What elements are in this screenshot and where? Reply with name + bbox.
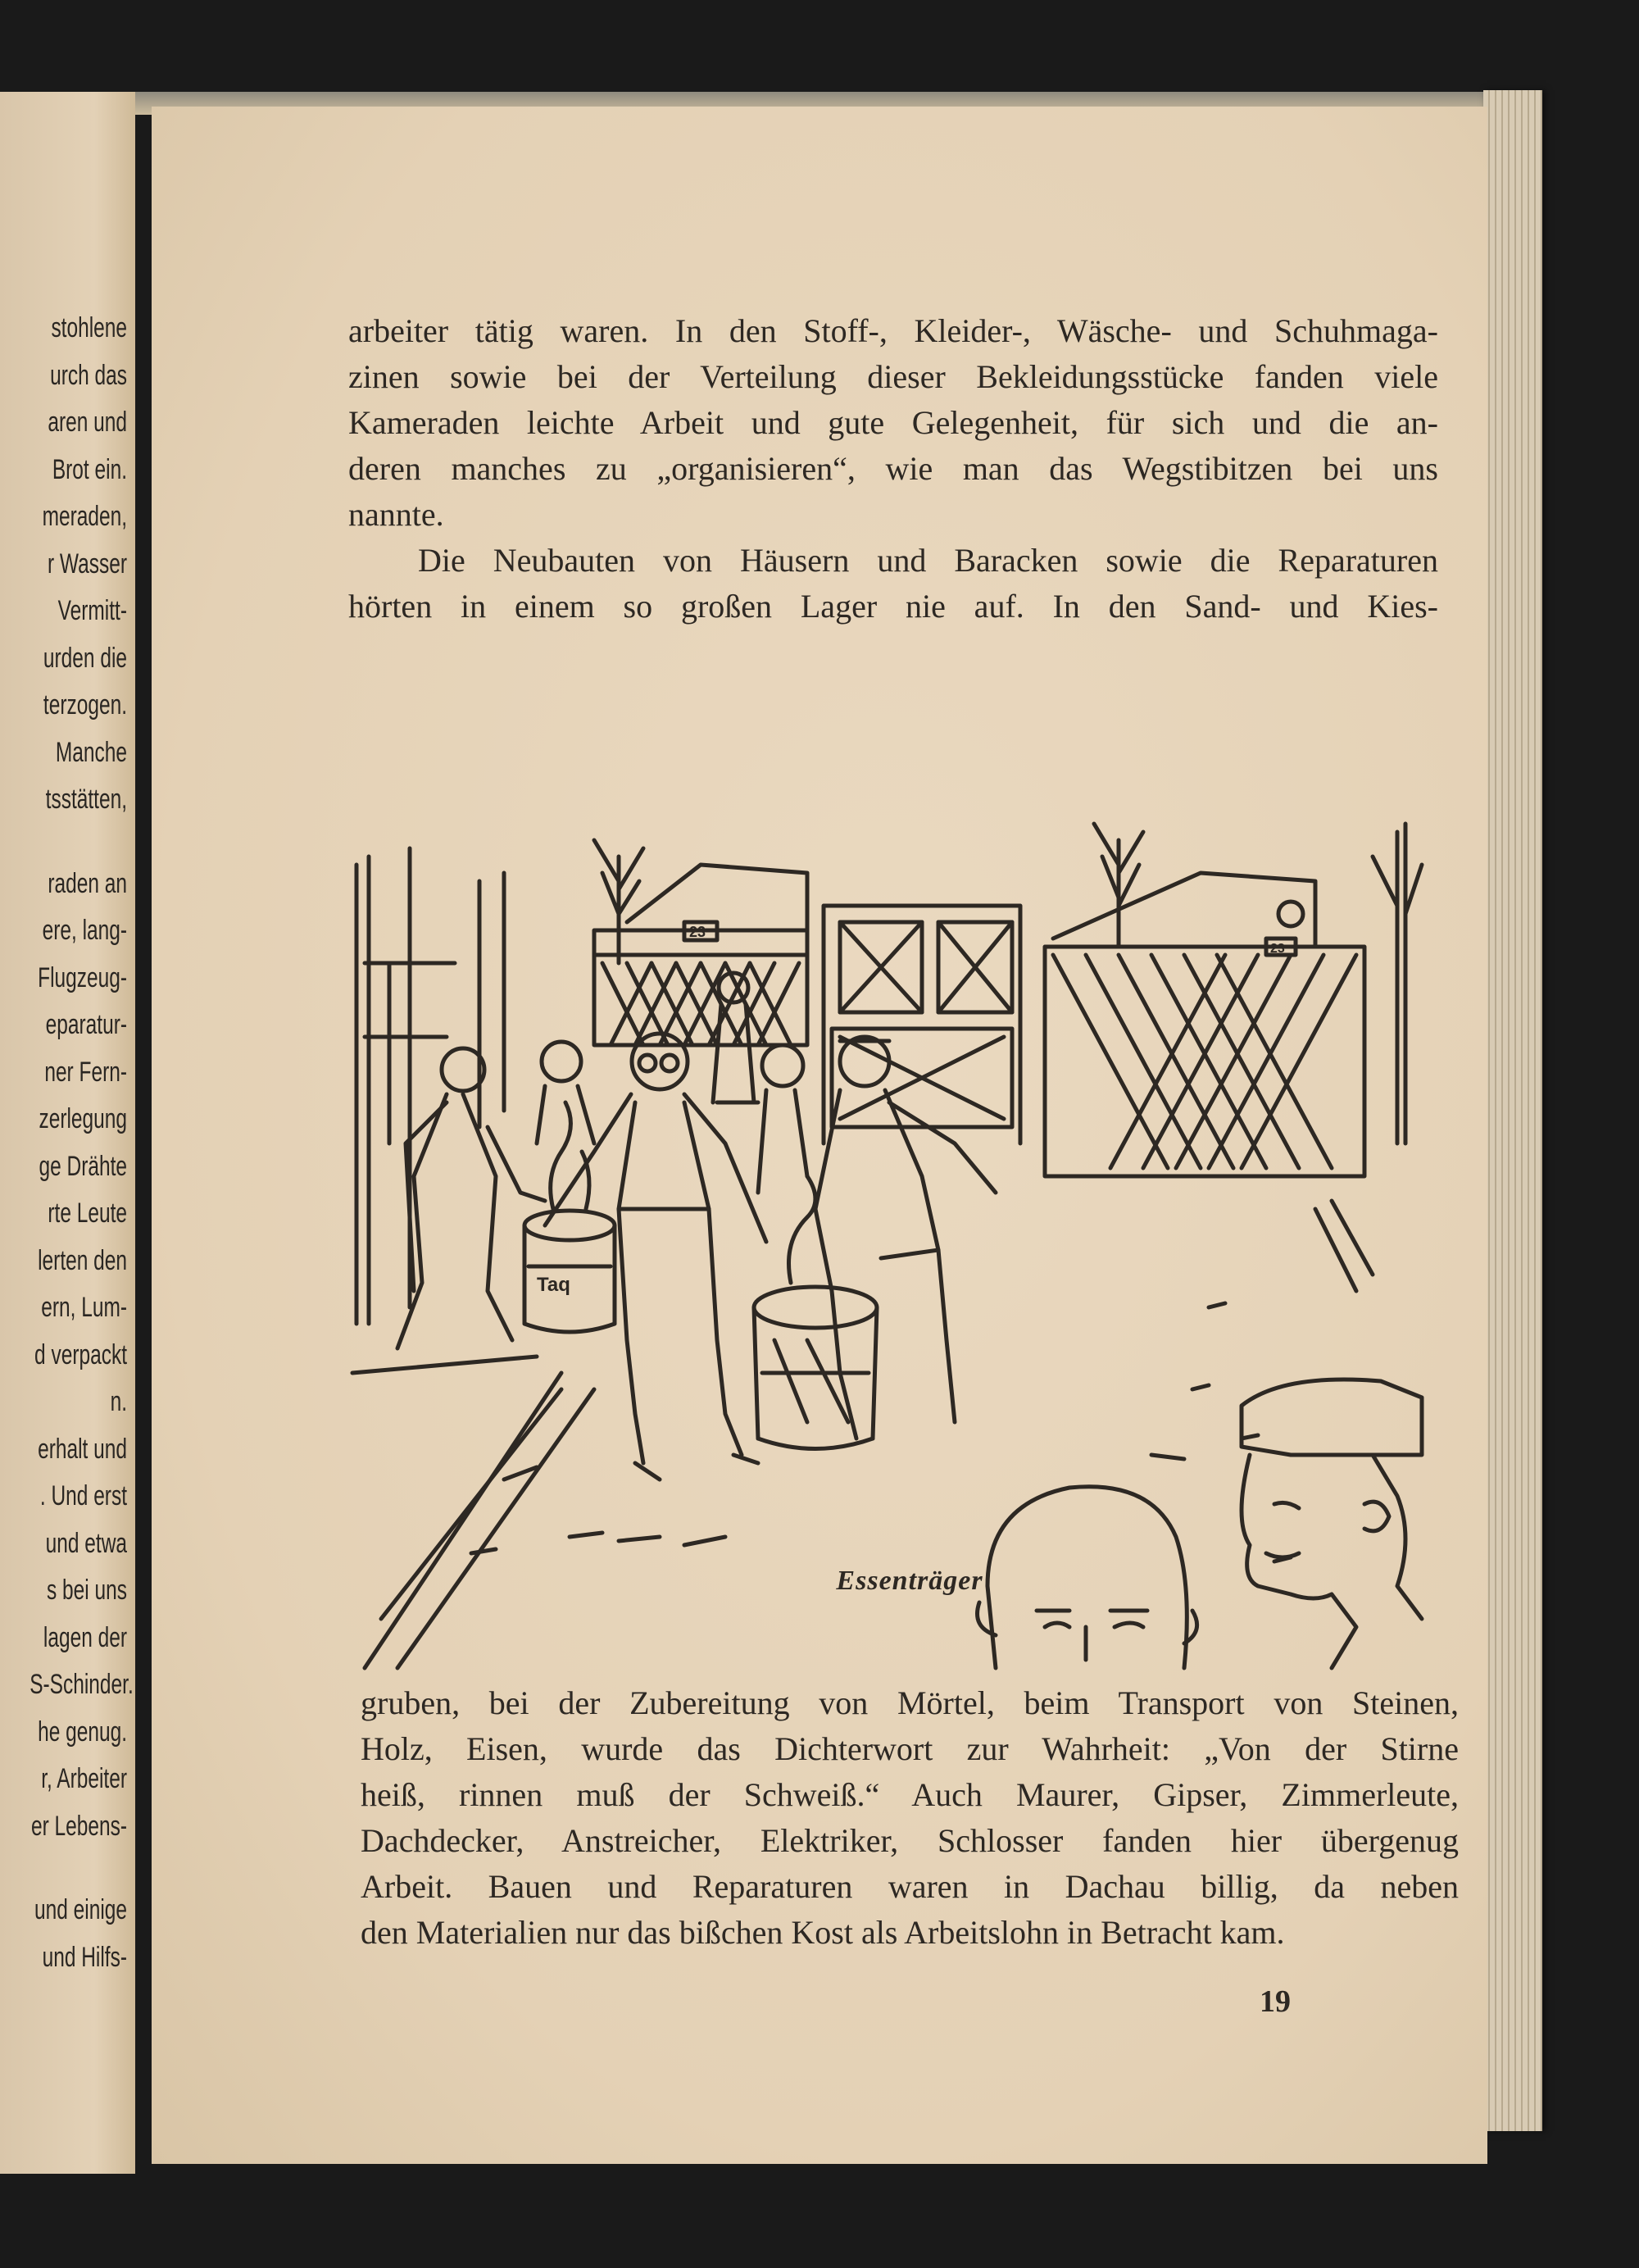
left-page-line: d verpackt [34,1339,127,1370]
left-page-line: Manche [55,736,127,768]
text-line: heiß, rinnen muß der Schweiß.“ Auch Maurer, Gipser, Zimmerleute, [361,1776,1459,1813]
left-page-line: und Hilfs- [42,1941,127,1973]
left-page-line: r, Arbeiter [41,1763,128,1794]
left-page-line: urch das [50,359,127,391]
left-page-line: r Wasser [47,548,127,579]
page-number: 19 [1260,1984,1291,2019]
text-line: den Materialien nur das bißchen Kost als Arbeitslohn in Betracht kam. [361,1914,1285,1951]
left-page-line: Vermitt- [57,595,127,626]
left-page-line: tsstätten, [45,784,127,815]
page-stack-edge [1483,90,1542,2131]
left-page-line: ge Drähte [39,1150,127,1182]
left-page-line: rte Leute [48,1198,127,1229]
left-page-line: ere, lang- [42,915,127,946]
left-page-line: erhalt und [38,1433,127,1465]
left-page-line: lagen der [43,1621,127,1653]
left-page-line [30,824,127,861]
left-page-line: s bei uns [47,1575,127,1606]
text-line: Kameraden leichte Arbeit und gute Gelegenheit, für sich und die an- [348,404,1438,441]
left-page-line: raden an [48,867,127,899]
left-page-line: Flugzeug- [38,961,128,993]
left-page-line: ner Fern- [44,1056,127,1088]
left-page-line: . Und erst [39,1480,127,1511]
left-page-line: aren und [48,407,127,438]
left-page-line [30,1850,127,1887]
left-page-line: S-Schinder. [30,1669,134,1700]
text-line: nannte. [348,496,444,533]
barrel-label: Taq [537,1274,570,1296]
left-page-line: he genug. [38,1716,127,1748]
left-page-line: und einige [34,1894,127,1925]
text-line: deren manches zu „organisieren“, wie man das Wegstibitzen bei uns [348,450,1438,487]
illustration-caption: Essenträger [836,1566,983,1596]
text-line: zinen sowie bei der Verteilung dieser Bekleidungsstücke fanden viele [348,358,1438,395]
left-page-fragment [0,92,135,2174]
text-line: hörten in einem so großen Lager nie auf. In den Sand- und Kies- [348,588,1438,625]
text-line: Dachdecker, Anstreicher, Elektriker, Schlosser fanden hier übergenug [361,1822,1459,1859]
left-page-line: eparatur- [45,1009,127,1040]
left-page-line: stohlene [51,312,127,343]
text-line: Holz, Eisen, wurde das Dichterwort zur Wahrheit: „Von der Stirne [361,1730,1459,1767]
left-page-line: meraden, [42,501,127,532]
right-page [152,107,1487,2164]
left-page-line: zerlegung [39,1103,127,1134]
paragraph-top [348,308,1438,629]
left-page-line: Brot ein. [52,453,127,485]
text-line: Arbeit. Bauen und Reparaturen waren in Dachau billig, da neben [361,1868,1459,1905]
left-page-line: lerten den [38,1244,127,1276]
text-line: gruben, bei der Zubereitung von Mörtel, beim Transport von Steinen, [361,1684,1459,1721]
left-page-line: ern, Lum- [41,1292,127,1323]
left-page-line: urden die [43,642,127,674]
left-page-text [0,305,134,1981]
left-page-line: und etwa [45,1527,127,1559]
essentraeger-illustration [348,717,1455,1676]
left-page-line: terzogen. [43,689,127,720]
left-page-line: er Lebens- [30,1810,127,1842]
paragraph-bottom [361,1680,1459,1956]
left-page-line: n. [110,1386,127,1417]
text-line: Die Neubauten von Häusern und Baracken sowie die Reparaturen [418,542,1438,579]
sign-right-label: 23 [1270,942,1285,956]
text-line: arbeiter tätig waren. In den Stoff-, Kleider-, Wäsche- und Schuhmaga- [348,312,1438,349]
sign-left-label: 23 [689,924,706,940]
